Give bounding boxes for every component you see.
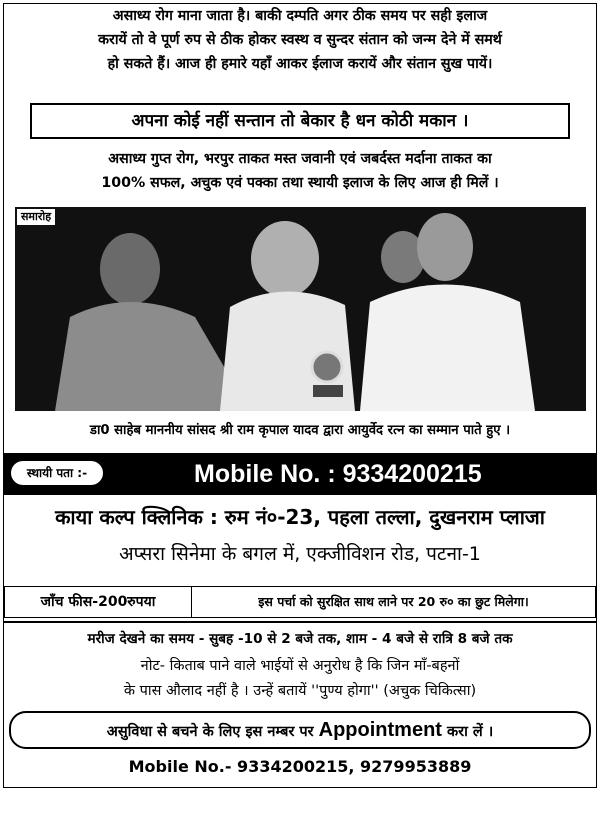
intro-line-2: करायें तो वे पूर्ण रुप से ठीक होकर स्वस्थ व सुन्दर संतान को जन्म देने में समर्थ	[98, 32, 502, 48]
footer-phone-numbers: Mobile No.- 9334200215, 9279953889	[128, 757, 472, 776]
intro-line-3: हो सकते हैं। आज ही हमारे यहाँ आकर ईलाज करायें और संतान सुख पायें।	[107, 56, 493, 72]
person-right-body	[360, 285, 535, 412]
note-paragraph	[8, 654, 592, 704]
promise-paragraph	[8, 147, 592, 195]
promise-line-2: 100% सफल, अचुक एवं पक्का तथा स्थायी इलाज के लिए आज ही मिलें ।	[101, 175, 499, 191]
clinic-address-line: काया कल्प क्लिनिक : रुम नं०-23, पहला तल्ला, दुखनराम प्लाजा	[55, 505, 545, 529]
photo-watermark: समारोह	[17, 209, 55, 225]
visiting-hours: मरीज देखने का समय - सुबह -10 से 2 बजे तक, शाम - 4 बजे से रात्रि 8 बजे तक	[87, 631, 513, 647]
person-right-head	[417, 213, 473, 281]
photo-caption: डा0 साहेब माननीय सांसद श्री राम कृपाल यादव द्वारा आयुर्वेद रत्न का सम्मान पाते हुए ।	[89, 423, 511, 438]
award-photo-image	[15, 207, 586, 411]
person-left-head	[100, 233, 160, 305]
appointment-text-before: असुविधा से बचने के लिए इस नम्बर पर	[106, 724, 319, 740]
contact-band	[4, 453, 596, 495]
address-badge: स्थायी पता :-	[11, 461, 103, 485]
slogan-box: अपना कोई नहीं सन्तान तो बेकार है धन कोठी मकान ।	[30, 103, 570, 139]
divider-line	[4, 621, 596, 623]
appointment-word: Appointment	[318, 719, 442, 741]
intro-line-1: असाध्य रोग माना जाता है। बाकी दम्पति अगर ठीक समय पर सही इलाज	[112, 8, 488, 24]
consultation-fee: जाँच फीस-200रुपया	[5, 587, 192, 617]
award-photo	[15, 207, 586, 411]
award-trophy	[312, 352, 342, 382]
note-line-2: के पास औलाद नहीं है । उन्हें बतायें ''पुण्य होगा'' (अचुक चिकित्सा)	[123, 683, 477, 699]
appointment-banner	[9, 711, 591, 749]
street-address-line: अप्सरा सिनेमा के बगल में, एक्जीविशन रोड, पटना-1	[119, 543, 481, 565]
fee-box	[4, 586, 596, 618]
note-line-1: नोट- किताब पाने वाले भाईयों से अनुरोध है कि जिन माँ-बहनों	[140, 658, 460, 674]
promise-line-1: असाध्य गुप्त रोग, भरपुर ताकत मस्त जवानी एवं जबर्दस्त मर्दाना ताकत का	[108, 151, 492, 167]
intro-paragraph	[8, 4, 592, 76]
mobile-number: Mobile No. : 9334200215	[194, 460, 482, 488]
discount-note: इस पर्चा को सुरक्षित साथ लाने पर 20 रु० का छुट मिलेगा।	[258, 594, 529, 609]
appointment-text-after: करा लें ।	[441, 724, 494, 740]
person-center-head	[251, 221, 319, 297]
